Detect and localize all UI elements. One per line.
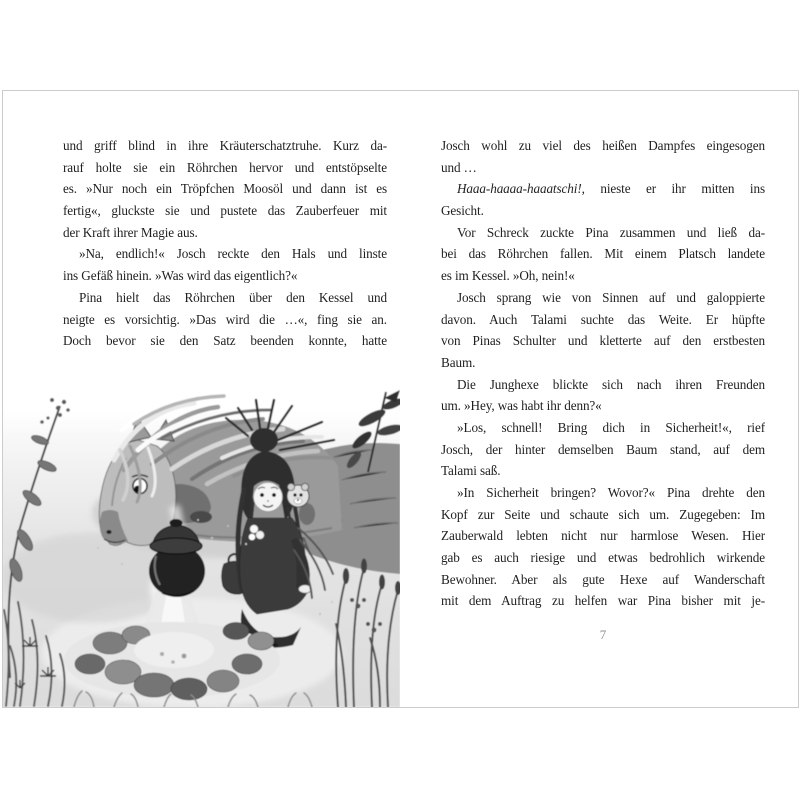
- text-line: Haaa-haaaa-haaatschi!, nieste er ihr mitten ins: [457, 181, 765, 197]
- text-line: und griff blind in ihre Kräuterschatztruhe. Kurz da-: [63, 138, 387, 153]
- text-line: um. »Hey, was habt ihr denn?«: [441, 398, 602, 414]
- text-line: der Kraft ihrer Magie aus.: [63, 224, 198, 240]
- text-line: es. »Nur noch ein Tröpfchen Moosöl und dann ist es: [63, 181, 387, 197]
- text-line: Doch bevor sie den Satz beenden konnte, hatte: [63, 333, 387, 349]
- text-line: und …: [441, 159, 477, 175]
- left-page-text: [63, 135, 387, 352]
- text-line: Josch wohl zu viel des heißen Dampfes eingesogen: [441, 138, 765, 153]
- right-page-text: [441, 135, 765, 612]
- text-line: Talami saß.: [441, 463, 501, 479]
- text-line: davon. Auch Talami suchte das Weite. Er hüpfte: [441, 311, 765, 327]
- text-line: Gesicht.: [441, 203, 484, 219]
- text-line: Pina hielt das Röhrchen über den Kessel und: [79, 289, 387, 305]
- text-line: Zauberwald lebten nicht nur harmlose Wesen. Hier: [441, 528, 765, 544]
- text-line: gab es auch riesige und etwas bedrohlich wirkende: [441, 550, 765, 566]
- text-line: von Pinas Schulter und kletterte auf den erstbesten: [441, 333, 765, 349]
- page-number: 7: [599, 627, 607, 642]
- text-line: neigte es vorsichtig. »Das wird die …«, fing sie an.: [63, 311, 387, 327]
- text-line: Vor Schreck zuckte Pina zusammen und ließ da-: [457, 224, 765, 240]
- text-line: Kopf zur Seite und schaute sich um. Zugegeben: Im: [441, 506, 765, 522]
- text-line: »Los, schnell! Bring dich in Sicherheit!«, rief: [457, 419, 765, 435]
- text-line: mit dem Auftrag zu helfen war Pina bisher mit je-: [441, 593, 765, 609]
- text-line: ins Gefäß hinein. »Was wird das eigentlich?«: [63, 268, 298, 284]
- text-line: rauf holte sie ein Röhrchen hervor und entstöpselte: [63, 159, 387, 175]
- text-line: Josch sprang wie von Sinnen auf und galoppierte: [457, 289, 765, 305]
- text-line: Bewohner. Aber als gute Hexe auf Wanderschaft: [441, 571, 765, 587]
- text-line: bei das Röhrchen fallen. Mit einem Platsch landete: [441, 246, 765, 262]
- text-line: »In Sicherheit bringen? Wovor?« Pina drehte den: [457, 485, 765, 500]
- book-page-spread: [2, 90, 799, 708]
- text-line: Die Junghexe blickte sich nach ihren Freunden: [457, 376, 765, 392]
- text-line: Josch, der hinter demselben Baum stand, auf dem: [441, 441, 765, 457]
- text-line: es im Kessel. »Oh, nein!«: [441, 268, 575, 284]
- text-line: »Na, endlich!« Josch reckte den Hals und linste: [79, 246, 387, 262]
- text-line: fertig«, gluckste sie und pustete das Zauberfeuer mit: [63, 203, 387, 219]
- storybook-illustration: [2, 388, 400, 707]
- text-line: Baum.: [441, 354, 476, 370]
